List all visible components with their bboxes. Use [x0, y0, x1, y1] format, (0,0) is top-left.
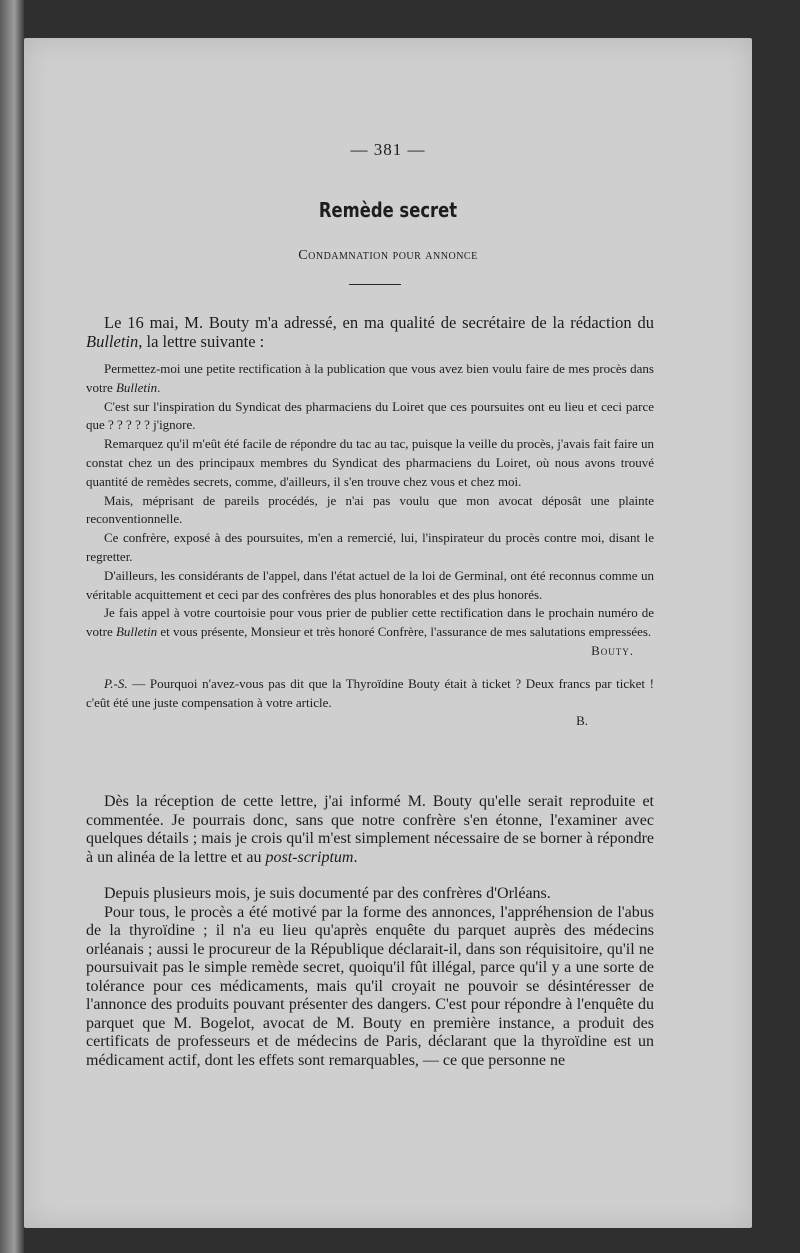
- letter-paragraph: D'ailleurs, les considérants de l'appel, dans l'état actuel de la loi de Germinal, ont été reconnus comme un véritable acquittement et ceci par des confrères des plus honorables et des plus honorés.: [86, 567, 654, 602]
- quoted-letter: [86, 360, 654, 731]
- letter-signature: Bouty.: [591, 642, 634, 658]
- intro-text-end: , la lettre suivante :: [138, 332, 265, 351]
- document-page: [24, 38, 752, 1228]
- body-paragraph: Depuis plusieurs mois, je suis documenté par des confrères d'Orléans.: [104, 885, 551, 902]
- article-body: [86, 793, 654, 1070]
- article-subtitle: Condamnation pour annonce: [298, 248, 478, 263]
- intro-text: Le 16 mai, M. Bouty m'a adressé, en ma qualité de secrétaire de la rédaction du: [104, 313, 654, 332]
- intro-paragraph: [86, 313, 654, 351]
- letter-paragraph: Je fais appel à votre courtoisie pour vous prier de publier cette rectification dans le prochain numéro de votre Bulletin et vous présente, Monsieur et très honoré Confrère, l'assurance de mes salutations empressées.: [86, 605, 654, 640]
- title-divider: [349, 284, 401, 285]
- letter-paragraph: Mais, méprisant de pareils procédés, je n'ai pas voulu que mon avocat déposât une plainte reconventionnelle.: [86, 492, 654, 527]
- intro-italic: Bulletin: [86, 332, 139, 351]
- postscript: P.-S. — Pourquoi n'avez-vous pas dit que la Thyroïdine Bouty était à ticket ? Deux francs par ticket ! c'eût été une juste compensation à votre article.: [86, 675, 654, 710]
- postscript-signature: B.: [576, 713, 588, 729]
- letter-paragraph: Permettez-moi une petite rectification à la publication que vous avez bien voulu faire de mes procès dans votre Bulletin.: [86, 361, 654, 395]
- letter-paragraph: Remarquez qu'il m'eût été facile de répondre du tac au tac, puisque la veille du procès, j'avais fait faire un constat chez un des principaux membres du Syndicat des pharmaciens du Loiret, où nous avons trouvé quantité de remèdes secrets, comme, d'ailleurs, il s'en trouve chez vous et chez moi.: [86, 436, 654, 489]
- page-number: — 381 —: [350, 140, 426, 159]
- letter-paragraph: C'est sur l'inspiration du Syndicat des pharmaciens du Loiret que ces poursuites ont eu lieu et ceci parce que ? ? ? ? ? j'ignore.: [86, 398, 654, 433]
- body-paragraph: Dès la réception de cette lettre, j'ai informé M. Bouty qu'elle serait reproduite et commentée. Je pourrais donc, sans que notre confrère s'en étonne, l'examiner avec quelques détails ; mais je crois qu'il m'est simplement nécessaire de se borner à répondre à un alinéa de la lettre et au post-scriptum.: [86, 793, 654, 866]
- article-title: Remède secret: [318, 198, 458, 222]
- letter-paragraph: Ce confrère, exposé à des poursuites, m'en a remercié, lui, l'inspirateur du procès contre moi, disant le regretter.: [86, 530, 654, 564]
- adjacent-page-edge: [0, 0, 24, 1253]
- body-paragraph: Pour tous, le procès a été motivé par la forme des annonces, l'appréhension de l'abus de la thyroïdine ; il n'a eu lieu qu'après enquête du parquet auprès des médecins orléanais ; aussi le procureur de la République déclarait-il, dans son réquisitoire, qu'il ne poursuivait pas le simple remède secret, quoiqu'il fût illégal, parce qu'il y a une sorte de tolérance pour ces médicaments, mais qu'il croyait ne pouvoir se désintéresser de l'annonce des produits pouvant présenter des dangers. C'est pour répondre à l'enquête du parquet que M. Bogelot, avocat de M. Bouty en première instance, a produit des certificats de professeurs et de médecins de Paris, déclarant que la thyroïdine est un médicament actif, dont les effets sont remarquables, — ce que personne ne: [86, 903, 654, 1069]
